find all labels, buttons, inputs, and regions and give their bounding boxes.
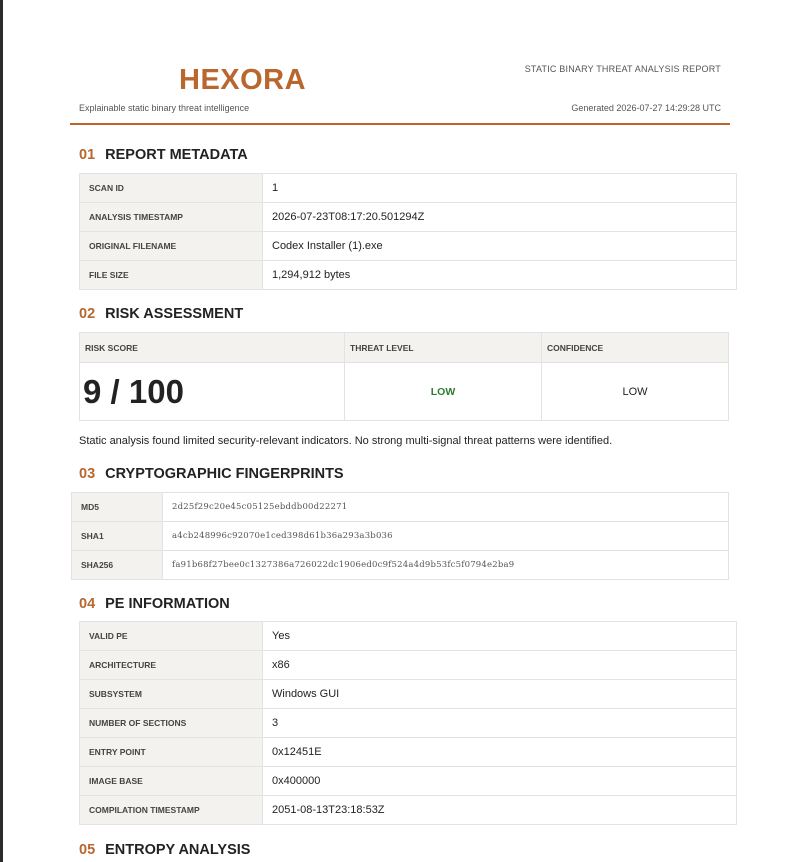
pe-key: IMAGE BASE: [80, 767, 263, 796]
table-row: [80, 680, 737, 709]
pe-info-table: [79, 621, 737, 825]
pe-key: NUMBER OF SECTIONS: [80, 709, 263, 738]
section-number: 01: [79, 147, 96, 163]
pe-value: 0x400000: [263, 767, 737, 796]
table-row: [72, 551, 729, 580]
confidence-header: CONFIDENCE: [542, 333, 729, 363]
pe-value: 0x12451E: [263, 738, 737, 767]
hash-key: MD5: [72, 493, 163, 522]
pe-value: x86: [263, 651, 737, 680]
pe-key: ARCHITECTURE: [80, 651, 263, 680]
section-label: RISK ASSESSMENT: [105, 306, 244, 322]
risk-summary: Static analysis found limited security-relevant indicators. No strong multi-signal threat patterns were identified.: [79, 435, 613, 447]
section-title-crypto: [79, 466, 344, 482]
section-number: 05: [79, 842, 96, 858]
section-title-pe: [79, 596, 230, 612]
table-row: [80, 651, 737, 680]
hash-key: SHA256: [72, 551, 163, 580]
metadata-table: [79, 173, 737, 290]
section-label: CRYPTOGRAPHIC FINGERPRINTS: [105, 466, 344, 482]
threat-level-value: LOW: [345, 363, 542, 421]
section-title-metadata: [79, 147, 248, 163]
pe-value: Yes: [263, 622, 737, 651]
page-edge: [0, 0, 3, 862]
table-row: [72, 522, 729, 551]
brand-tagline: Explainable static binary threat intelligence: [79, 103, 250, 113]
metadata-value: 1: [263, 174, 737, 203]
pe-value: 2051-08-13T23:18:53Z: [263, 796, 737, 825]
hash-table: [71, 492, 729, 580]
table-row: [80, 738, 737, 767]
table-row: [80, 232, 737, 261]
pe-key: COMPILATION TIMESTAMP: [80, 796, 263, 825]
pe-key: SUBSYSTEM: [80, 680, 263, 709]
hash-value: a4cb248996c92070e1ced398d61b36a293a3b036: [163, 522, 729, 551]
section-number: 02: [79, 306, 96, 322]
hash-value: 2d25f29c20e45c05125ebddb00d22271: [163, 493, 729, 522]
pe-key: ENTRY POINT: [80, 738, 263, 767]
metadata-value: Codex Installer (1).exe: [263, 232, 737, 261]
table-row: [80, 174, 737, 203]
risk-table: [79, 332, 729, 421]
table-row: [80, 767, 737, 796]
section-title-risk: [79, 306, 243, 322]
generated-timestamp: Generated 2026-07-27 14:29:28 UTC: [571, 103, 721, 113]
table-header-row: [80, 333, 729, 363]
table-row: [80, 363, 729, 421]
section-label: PE INFORMATION: [105, 596, 230, 612]
section-number: 04: [79, 596, 96, 612]
metadata-key: ORIGINAL FILENAME: [80, 232, 263, 261]
metadata-key: SCAN ID: [80, 174, 263, 203]
confidence-value: LOW: [542, 363, 729, 421]
section-number: 03: [79, 466, 96, 482]
section-title-entropy: [79, 842, 250, 858]
risk-score-header: RISK SCORE: [80, 333, 345, 363]
pe-key: VALID PE: [80, 622, 263, 651]
pe-value: Windows GUI: [263, 680, 737, 709]
table-row: [72, 493, 729, 522]
table-row: [80, 796, 737, 825]
header-divider: [70, 123, 730, 125]
brand-logo: HEXORA: [179, 64, 307, 96]
risk-score-value: 9 / 100: [80, 363, 345, 421]
table-row: [80, 261, 737, 290]
hash-value: fa91b68f27bee0c1327386a726022dc1906ed0c9f524a4d9b53fc5f0794e2ba9: [163, 551, 729, 580]
metadata-value: 2026-07-23T08:17:20.501294Z: [263, 203, 737, 232]
threat-level-header: THREAT LEVEL: [345, 333, 542, 363]
section-label: ENTROPY ANALYSIS: [105, 842, 251, 858]
metadata-key: ANALYSIS TIMESTAMP: [80, 203, 263, 232]
metadata-key: FILE SIZE: [80, 261, 263, 290]
hash-key: SHA1: [72, 522, 163, 551]
table-row: [80, 203, 737, 232]
table-row: [80, 709, 737, 738]
report-type-label: STATIC BINARY THREAT ANALYSIS REPORT: [524, 64, 721, 74]
table-row: [80, 622, 737, 651]
metadata-value: 1,294,912 bytes: [263, 261, 737, 290]
section-label: REPORT METADATA: [105, 147, 248, 163]
pe-value: 3: [263, 709, 737, 738]
